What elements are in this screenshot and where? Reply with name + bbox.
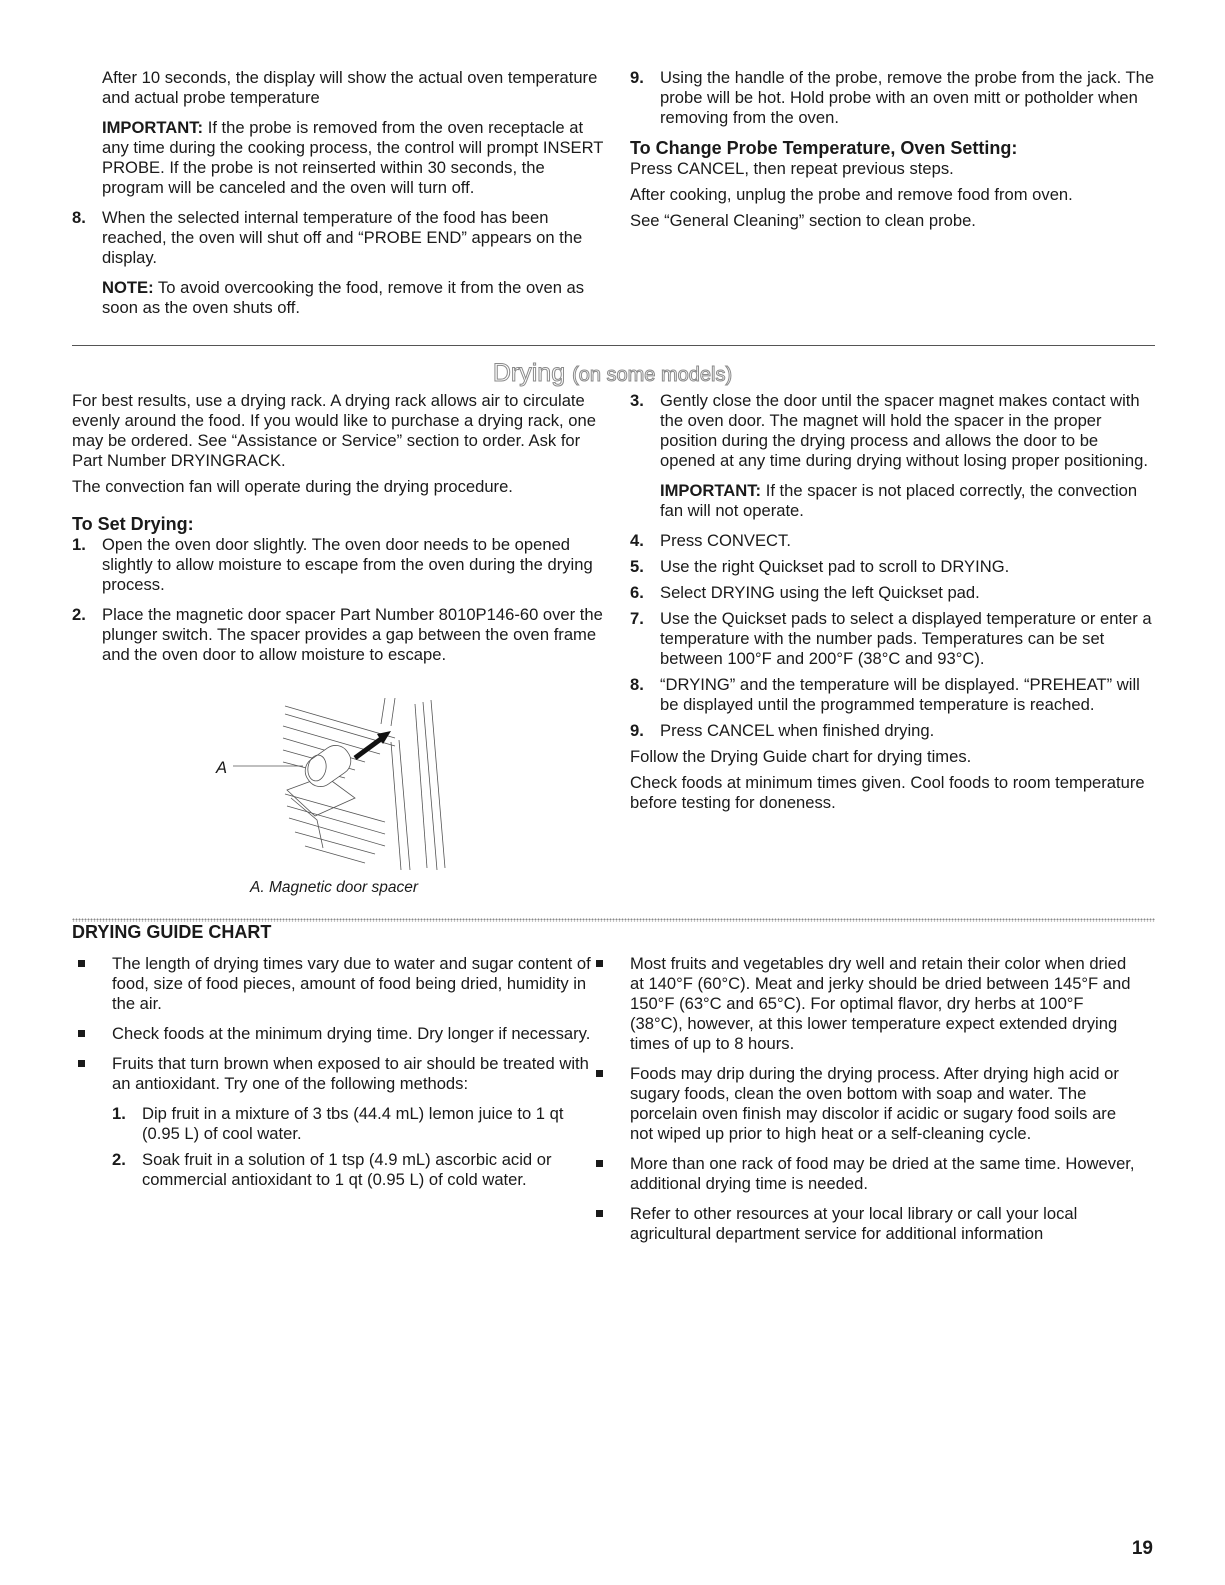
drying-step-3: 3. Gently close the door until the spacer magnet makes contact with the oven door. The magnet will hold the spacer in the proper position during the drying process and allows the door to be opened at any time during drying without losing proper positioning. [630,391,1148,470]
drying-right-column [630,391,1155,813]
bullet-square-icon [596,1070,603,1077]
drying-step-4: 4. Press CONVECT. [630,531,791,550]
drying-left-column [72,391,604,665]
bullet-square-icon [596,1210,603,1217]
drying-rack-paragraph: For best results, use a drying rack. A drying rack allows air to circulate evenly around the food. If you would like to purchase a drying rack, one may be ordered. See “Assistance or Service” section to order. Ask for Part Number DRYINGRACK. [72,391,596,470]
drying-step-7: 7. Use the Quickset pads to select a displayed temperature or enter a temperature with the number pads. Temperatures can be set between 100°F and 200°F (38°C and 93°C). [630,609,1152,668]
top-right-column [630,68,1155,231]
cancel-paragraph: Press CANCEL, then repeat previous steps. [630,159,954,178]
chart-bullet-1: The length of drying times vary due to water and sugar content of food, size of food pieces, amount of food being dried, humidity in the air. [72,954,604,1014]
bullet-square-icon [596,1160,603,1167]
drying-step-5: 5. Use the right Quickset pad to scroll to DRYING. [630,557,1010,576]
step-9-probe: 9. Using the handle of the probe, remove the probe from the jack. The probe will be hot. Hold probe with an oven mitt or potholder when removing from the oven. [630,68,1155,127]
chart-bullet-5: Foods may drip during the drying process. After drying high acid or sugary foods, clean the oven bottom with soap and water. The porcelain oven finish may discolor if acidic or sugary food soils are not wiped up prior to high heat or a self-cleaning cycle. [590,1064,1140,1144]
guide-reference-paragraph: Follow the Drying Guide chart for drying times. [630,747,972,766]
drying-guide-chart-title: DRYING GUIDE CHART [72,922,272,942]
drying-step-2: 2. Place the magnetic door spacer Part Number 8010P146-60 over the plunger switch. The spacer provides a gap between the oven frame and the oven door to allow moisture to escape. [72,605,603,664]
chart-right-column [590,954,1140,1244]
bullet-square-icon [78,1060,85,1067]
chart-bullet-2: Check foods at the minimum drying time. Dry longer if necessary. [72,1024,604,1044]
antioxidant-methods [72,1104,604,1190]
drying-step-9: 9. Press CANCEL when finished drying. [630,721,935,740]
chart-bullet-4: Most fruits and vegetables dry well and retain their color when dried at 140°F (60°C). Meat and jerky should be dried between 145°F and 150°F (63°C and 65°C). For optimal flavor, dry herbs at 100°F (38°C), however, at this lower temperature expect extended drying times of up to 8 hours. [590,954,1140,1054]
chart-bullet-3: Fruits that turn brown when exposed to air should be treated with an antioxidant. Try one of the following methods: [72,1054,604,1094]
unplug-paragraph: After cooking, unplug the probe and remove food from oven. [630,185,1073,204]
figure-label-a: A [216,758,228,777]
door-spacer-illustration [205,698,465,873]
display-paragraph: After 10 seconds, the display will show the actual oven temperature and actual probe temperature [102,68,598,107]
drying-step-8: 8. “DRYING” and the temperature will be displayed. “PREHEAT” will be displayed until the programmed temperature is reached. [630,675,1140,714]
important-probe-note: IMPORTANT: If the probe is removed from the oven receptacle at any time during the cooking process, the control will prompt INSERT PROBE. If the probe is not reinserted within 30 seconds, the program will be canceled and the oven will turn off. [102,118,604,197]
method-2: 2. Soak fruit in a solution of 1 tsp (4.9 mL) ascorbic acid or commercial antioxidant to 1 qt (0.95 L) of cold water. [112,1150,552,1189]
page-number: 19 [1131,1538,1153,1559]
section-divider [72,345,1155,346]
chart-bullet-6: More than one rack of food may be dried at the same time. However, additional drying time is needed. [590,1154,1140,1194]
chart-bullet-7: Refer to other resources at your local library or call your local agricultural department service for additional information [590,1204,1140,1244]
bullet-square-icon [78,1030,85,1037]
drying-title: Drying (on some models) [492,359,733,387]
figure-caption: A. Magnetic door spacer [250,879,419,896]
check-foods-paragraph: Check foods at minimum times given. Cool foods to room temperature before testing for doneness. [630,773,1145,812]
convection-fan-paragraph: The convection fan will operate during the drying procedure. [72,477,513,496]
drying-step-6: 6. Select DRYING using the left Quickset pad. [630,583,980,602]
set-drying-heading: To Set Drying: [72,514,194,534]
chart-left-column [72,954,604,1190]
cleaning-paragraph: See “General Cleaning” section to clean probe. [630,211,976,230]
spacer-important-note: IMPORTANT: If the spacer is not placed correctly, the convection fan will not operate. [660,481,1138,520]
step-8-probe: 8. When the selected internal temperature of the food has been reached, the oven will shut off and “PROBE END” appears on the display. [72,208,583,267]
bullet-square-icon [596,960,603,967]
change-probe-heading: To Change Probe Temperature, Oven Setting: [630,138,1018,158]
bullet-square-icon [78,960,85,967]
overcook-note: NOTE: To avoid overcooking the food, remove it from the oven as soon as the oven shuts off. [102,278,585,317]
top-left-column [72,68,604,318]
drying-step-1: 1. Open the oven door slightly. The oven door needs to be opened slightly to allow moisture to escape from the oven during the drying process. [72,535,593,594]
method-1: 1. Dip fruit in a mixture of 3 tbs (44.4 mL) lemon juice to 1 qt (0.95 L) of cool water. [112,1104,564,1143]
